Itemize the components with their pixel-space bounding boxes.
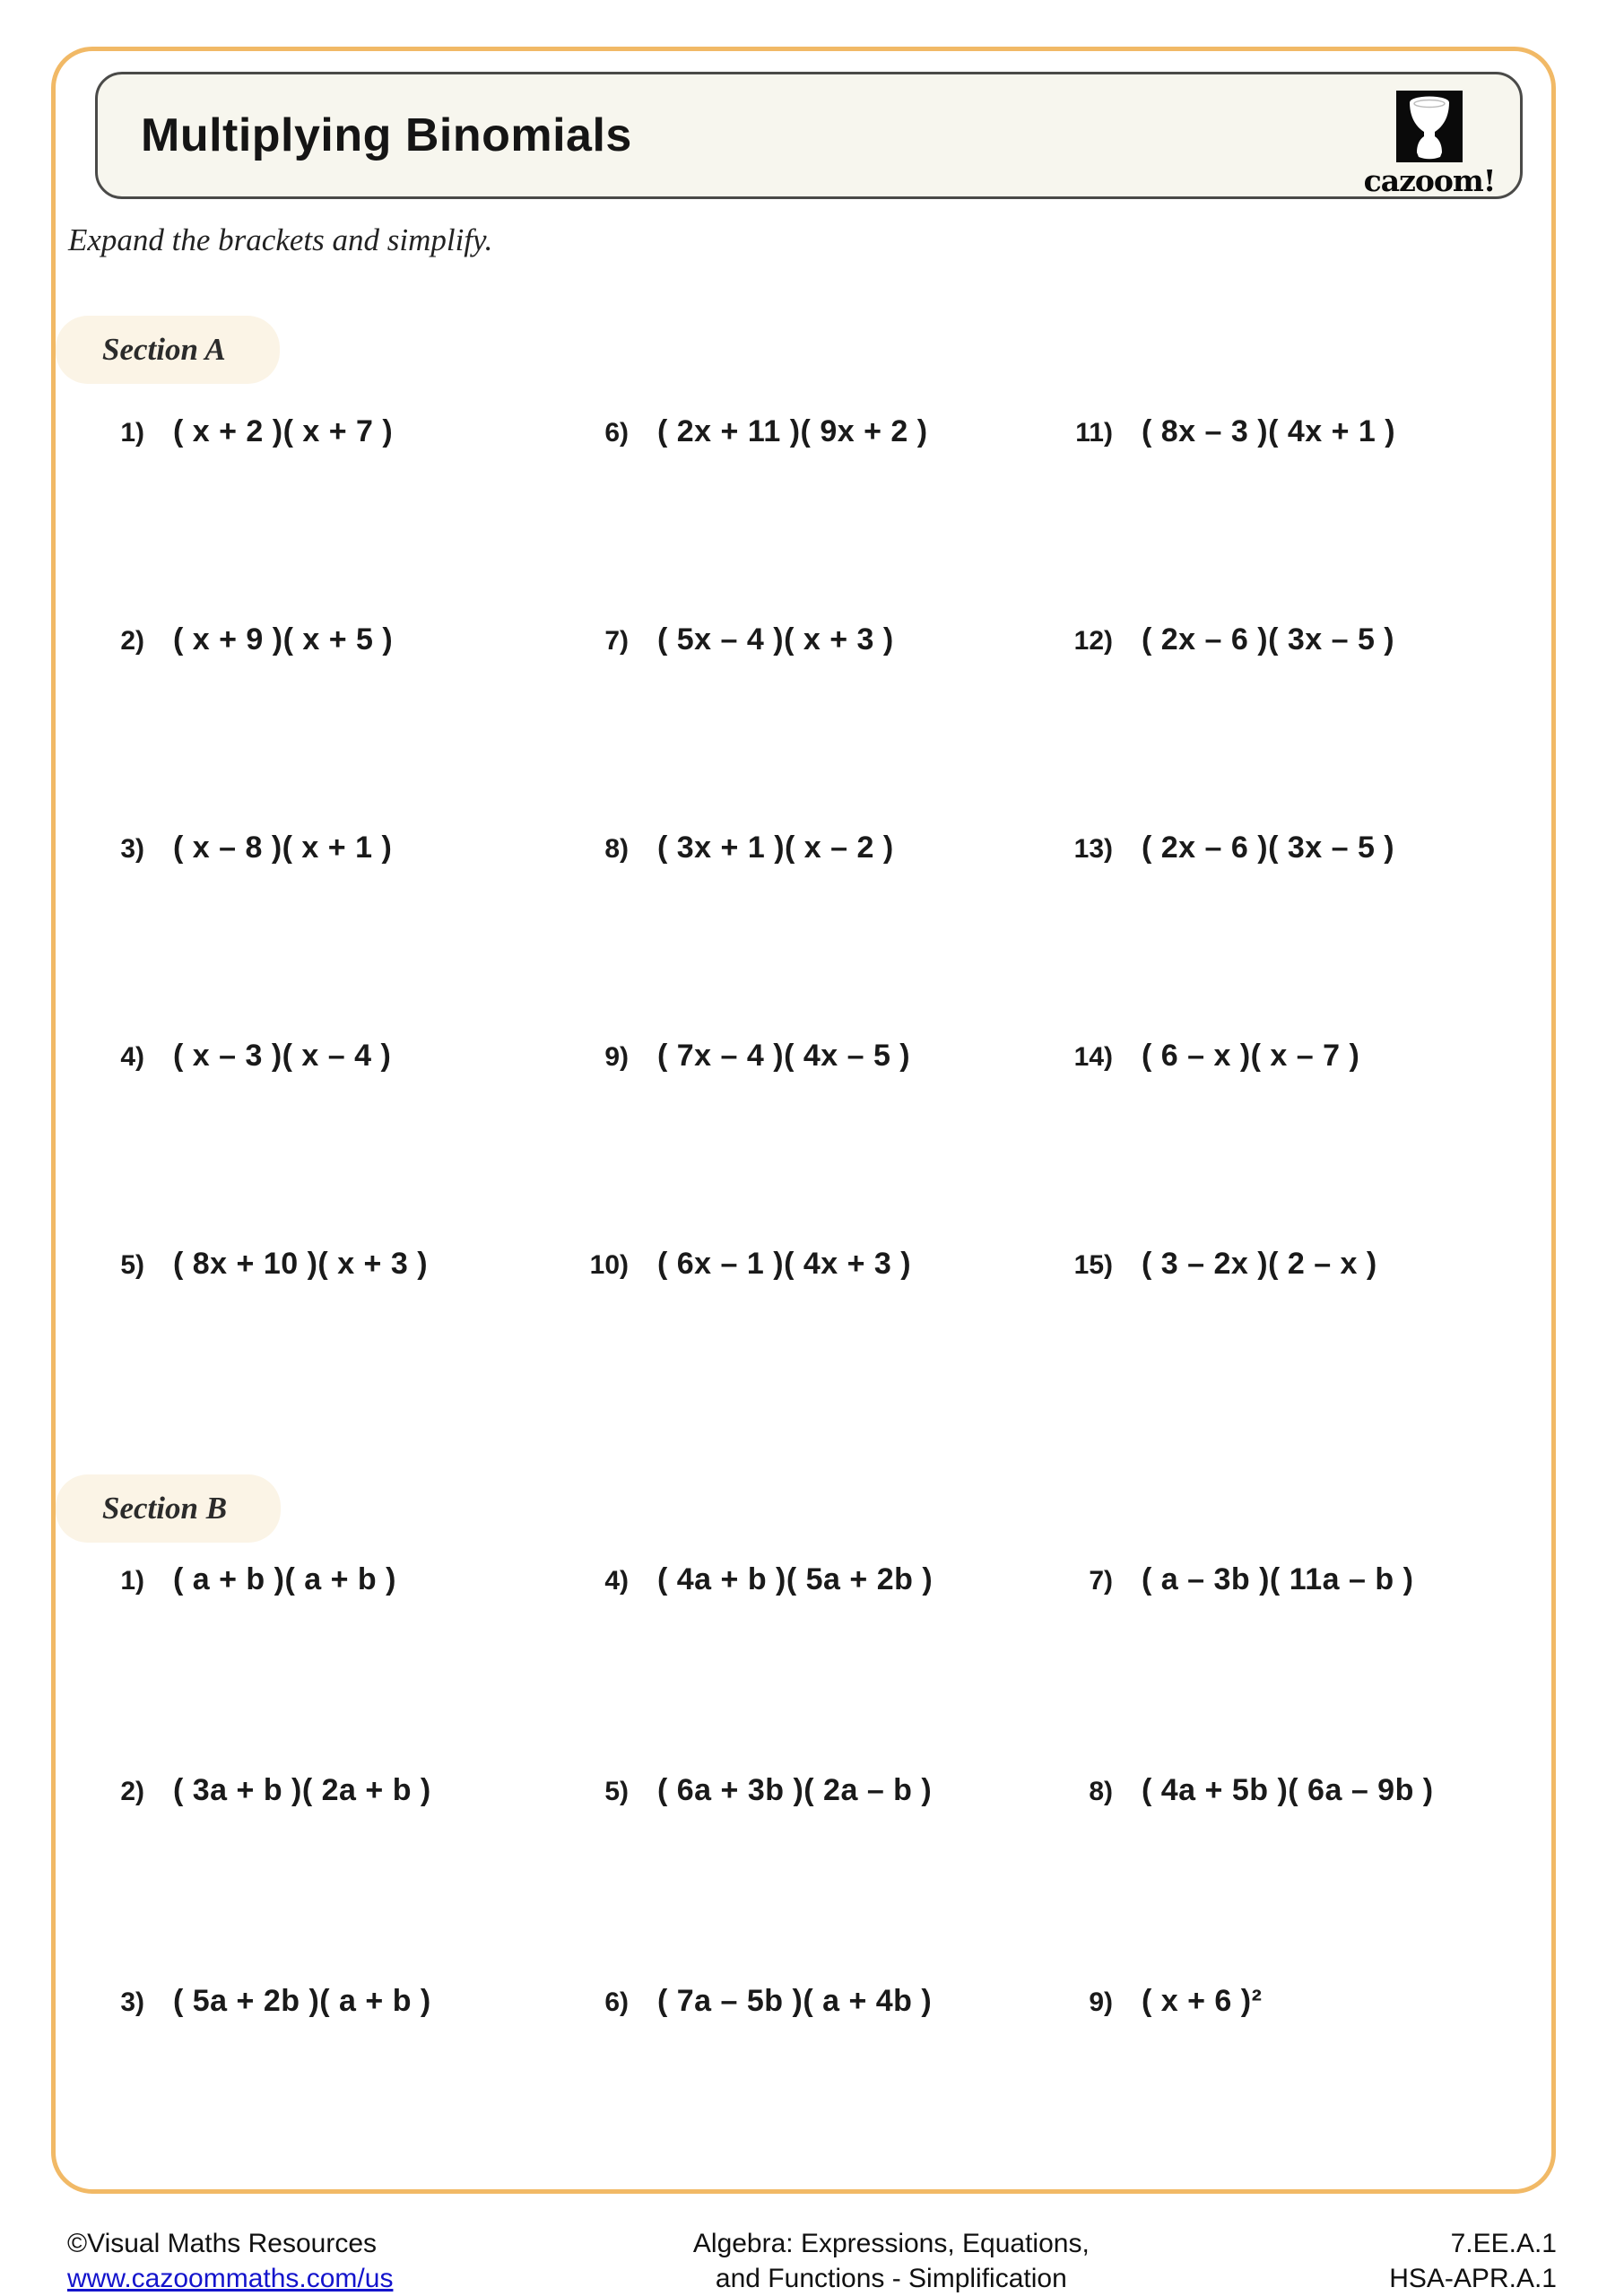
- problem-a3: [85, 831, 569, 865]
- topic-line-1: Algebra: Expressions, Equations,: [692, 2229, 1090, 2258]
- problem-number: 4): [120, 1042, 144, 1072]
- problem-b5: [569, 1773, 1054, 1808]
- problem-expression: ( a – 3b )( 11a – b ): [1142, 1562, 1414, 1596]
- problem-a1: [85, 414, 569, 449]
- page-title: Multiplying Binomials: [141, 109, 632, 161]
- problem-number: 7): [604, 626, 629, 656]
- problem-b7: [1054, 1562, 1538, 1597]
- problem-a12: [1054, 622, 1538, 657]
- problem-a13: [1054, 831, 1538, 865]
- problem-a6: [569, 414, 1054, 449]
- section-a-label: [56, 316, 280, 384]
- problem-expression: ( 6a + 3b )( 2a – b ): [657, 1773, 933, 1807]
- problem-expression: ( a + b )( a + b ): [173, 1562, 396, 1596]
- standard-code-2: HSA-APR.A.1: [1389, 2264, 1557, 2293]
- section-b-problems: [85, 1562, 1556, 2195]
- problem-number: 6): [604, 1987, 629, 2017]
- problem-expression: ( x + 9 )( x + 5 ): [173, 622, 394, 657]
- problem-number: 9): [604, 1042, 629, 1072]
- problem-number: 3): [120, 1987, 144, 2017]
- problem-number: 8): [604, 834, 629, 864]
- footer-left: [67, 2226, 393, 2296]
- problem-number: 5): [120, 1250, 144, 1280]
- problem-number: 8): [1089, 1777, 1113, 1806]
- problem-expression: ( x – 3 )( x – 4 ): [173, 1039, 392, 1073]
- problem-row: [85, 1039, 1556, 1247]
- problem-b1: [85, 1562, 569, 1597]
- problem-a7: [569, 622, 1054, 657]
- problem-number: 15): [1073, 1250, 1113, 1280]
- problem-expression: ( 6 – x )( x – 7 ): [1142, 1039, 1360, 1073]
- problem-a15: [1054, 1247, 1538, 1282]
- problem-number: 14): [1073, 1042, 1113, 1072]
- problem-expression: ( 5x – 4 )( x + 3 ): [657, 622, 894, 657]
- problem-number: 10): [589, 1250, 629, 1280]
- problem-a14: [1054, 1039, 1538, 1074]
- problem-expression: ( 7x – 4 )( 4x – 5 ): [657, 1039, 911, 1073]
- problem-a10: [569, 1247, 1054, 1282]
- website-link[interactable]: www.cazoommaths.com/us: [67, 2264, 394, 2293]
- instruction-text: Expand the brackets and simplify.: [68, 222, 493, 257]
- section-b-label: [56, 1474, 281, 1543]
- problem-expression: ( 8x – 3 )( 4x + 1 ): [1142, 414, 1396, 448]
- problem-number: 1): [120, 1566, 144, 1596]
- problem-number: 9): [1089, 1987, 1113, 2017]
- problem-number: 6): [604, 418, 629, 448]
- problem-a2: [85, 622, 569, 657]
- problem-expression: ( 2x + 11 )( 9x + 2 ): [657, 414, 928, 448]
- problem-number: 11): [1075, 418, 1113, 448]
- problem-b8: [1054, 1773, 1538, 1808]
- problem-expression: ( x + 6 )²: [1142, 1984, 1263, 2018]
- djembe-drum-icon: [1396, 91, 1463, 162]
- problem-a8: [569, 831, 1054, 865]
- problem-number: 13): [1073, 834, 1113, 864]
- problem-number: 2): [120, 626, 144, 656]
- problem-number: 3): [120, 834, 144, 864]
- problem-b3: [85, 1984, 569, 2019]
- problem-row: [85, 622, 1556, 831]
- problem-b2: [85, 1773, 569, 1808]
- problem-a11: [1054, 414, 1538, 449]
- topic-line-2: and Functions - Simplification: [715, 2264, 1067, 2293]
- problem-row: [85, 414, 1556, 622]
- footer-topic: [693, 2226, 1090, 2296]
- problem-a9: [569, 1039, 1054, 1074]
- section-b-label-text: Section B: [102, 1491, 228, 1526]
- copyright-text: ©Visual Maths Resources: [67, 2229, 378, 2258]
- problem-expression: ( 6x – 1 )( 4x + 3 ): [657, 1247, 912, 1281]
- problem-row: [85, 831, 1556, 1039]
- problem-expression: ( 7a – 5b )( a + 4b ): [657, 1984, 933, 2018]
- section-a-problems: [85, 414, 1556, 1455]
- problem-number: 12): [1073, 626, 1113, 656]
- problem-expression: ( 4a + 5b )( 6a – 9b ): [1142, 1773, 1434, 1807]
- problem-expression: ( 4a + b )( 5a + 2b ): [657, 1562, 934, 1596]
- brand-name: cazoom!: [1363, 163, 1496, 198]
- problem-expression: ( 5a + 2b )( a + b ): [173, 1984, 431, 2018]
- footer-standards: [1389, 2226, 1557, 2296]
- problem-a5: [85, 1247, 569, 1282]
- problem-row: [85, 1562, 1556, 1773]
- problem-expression: ( 3x + 1 )( x – 2 ): [657, 831, 894, 865]
- problem-a4: [85, 1039, 569, 1074]
- problem-expression: ( 8x + 10 )( x + 3 ): [173, 1247, 429, 1281]
- problem-row: [85, 1773, 1556, 1984]
- problem-expression: ( 2x – 6 )( 3x – 5 ): [1142, 622, 1395, 657]
- problem-expression: ( 2x – 6 )( 3x – 5 ): [1142, 831, 1395, 865]
- footer: [67, 2226, 1557, 2296]
- problem-number: 1): [120, 418, 144, 448]
- problem-row: [85, 1984, 1556, 2195]
- problem-expression: ( 3a + b )( 2a + b ): [173, 1773, 431, 1807]
- section-a-label-text: Section A: [102, 332, 226, 367]
- problem-expression: ( x – 8 )( x + 1 ): [173, 831, 393, 865]
- problem-b6: [569, 1984, 1054, 2019]
- problem-b4: [569, 1562, 1054, 1597]
- problem-number: 5): [604, 1777, 629, 1806]
- cazoom-logo: [1362, 91, 1497, 198]
- standard-code-1: 7.EE.A.1: [1450, 2229, 1557, 2258]
- problem-b9: [1054, 1984, 1538, 2019]
- problem-number: 7): [1089, 1566, 1113, 1596]
- problem-number: 2): [120, 1777, 144, 1806]
- problem-expression: ( 3 – 2x )( 2 – x ): [1142, 1247, 1377, 1281]
- problem-expression: ( x + 2 )( x + 7 ): [173, 414, 394, 448]
- title-box: [95, 72, 1523, 199]
- problem-number: 4): [604, 1566, 629, 1596]
- problem-row: [85, 1247, 1556, 1455]
